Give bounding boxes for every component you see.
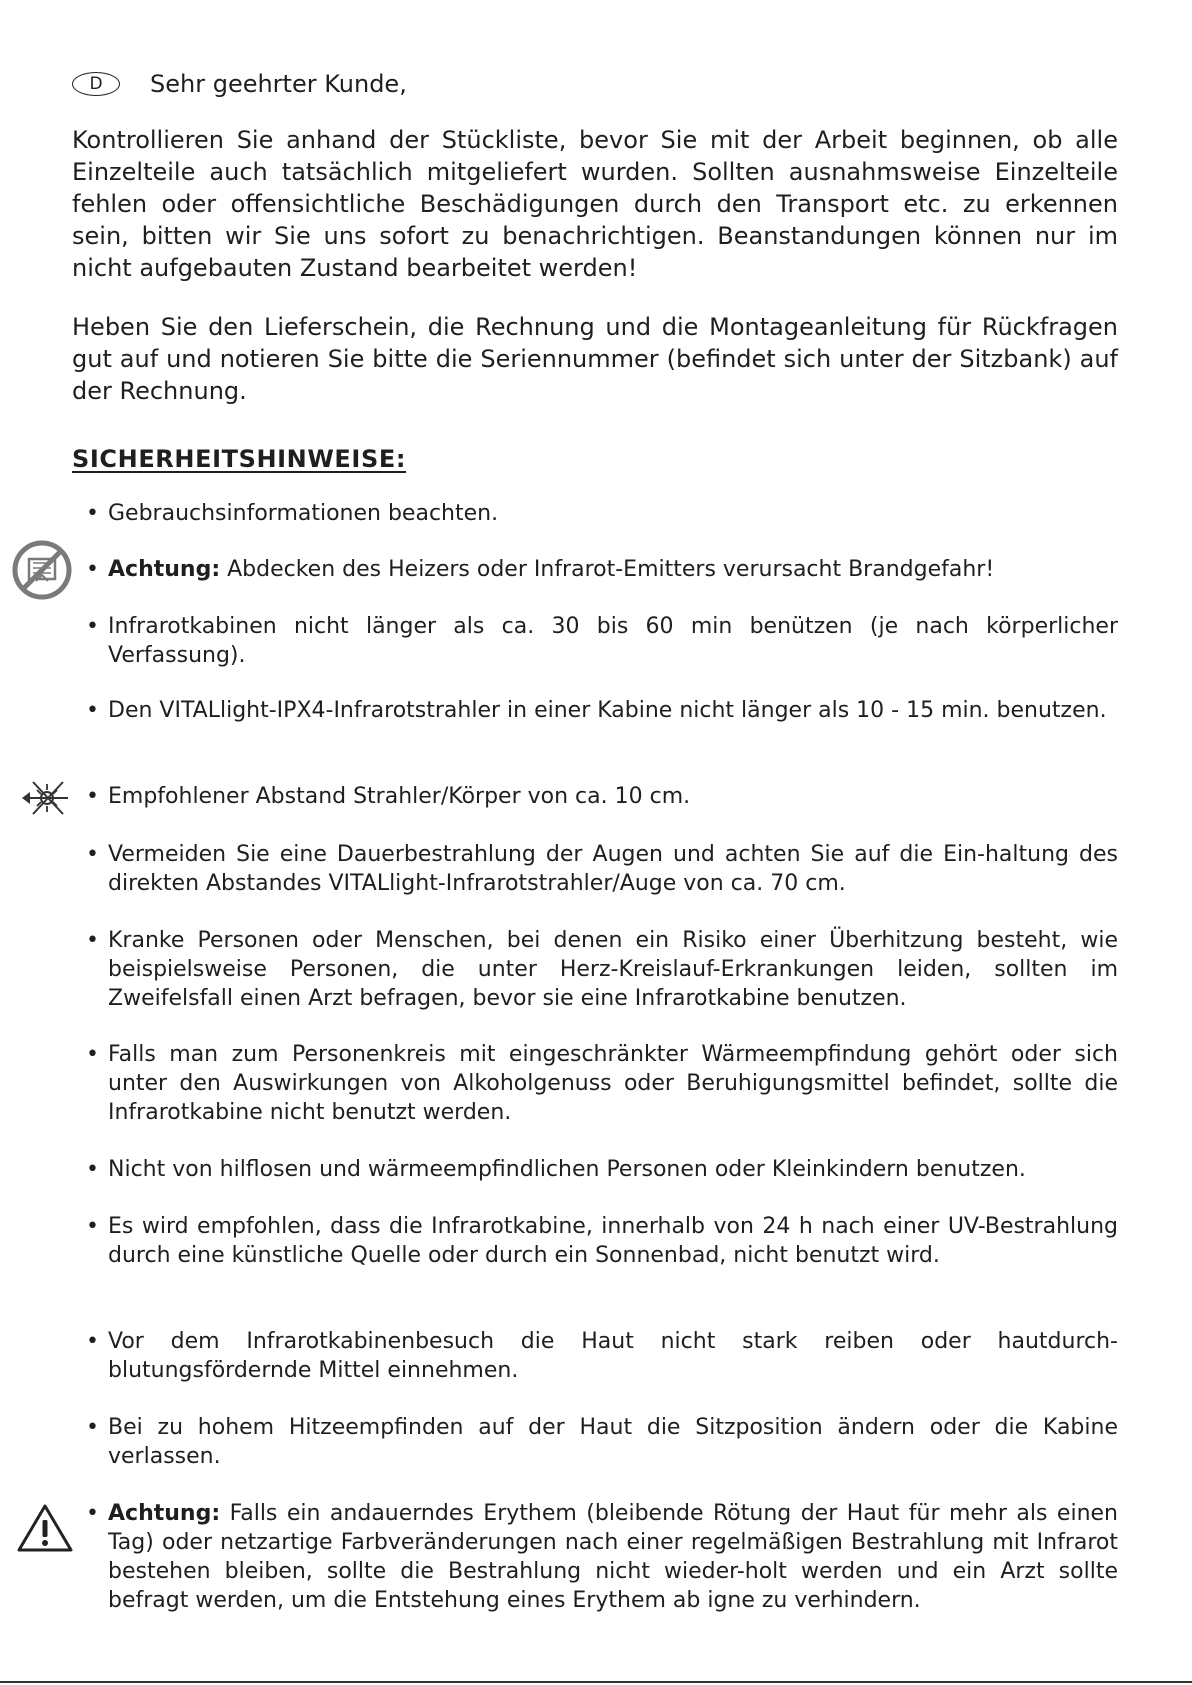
list-item-text: Den VITALlight-IPX4-Infrarotstrahler in einer Kabine nicht länger als 10 - 15 min. benutzen. [108,698,1107,723]
list-item-text: Vor dem Infrarotkabinenbesuch die Haut nicht stark reiben oder hautdurch-blutungsfördernde Mittel einnehmen. [108,1329,1118,1383]
language-badge [72,72,120,96]
list-item [86,612,1118,670]
list-item-text: Gebrauchsinformationen beachten. [108,501,499,526]
list-item-text: Achtung: Falls ein andauerndes Erythem (bleibende Rötung der Haut für mehr als einen Tag) oder netzartige Farbveränderungen nach einer regelmäßigen Bestrahlung mit Infrarot bestehen bleiben, sollte die Bestrahlung nicht wieder-holt werden und ein Arzt sollte befragt werden, um die Entstehung eines Erythem ab igne zu verhindern. [108,1501,1118,1613]
list-item-text: Vermeiden Sie eine Dauerbestrahlung der Augen und achten Sie auf die Ein-haltung des direkten Abstandes VITALlight-Infrarotstrahler/Auge von ca. 70 cm. [108,842,1118,896]
list-item [86,1155,1118,1184]
bullet-dot: • [86,557,99,582]
intro-paragraph-2: Heben Sie den Lieferschein, die Rechnung und die Montageanleitung für Rückfragen gut auf und notieren Sie bitte die Seriennummer (befindet sich unter der Sitzbank) auf der Rechnung. [72,313,1118,405]
greeting: Sehr geehrter Kunde, [150,70,407,98]
intro-paragraph-1: Kontrollieren Sie anhand der Stückliste, bevor Sie mit der Arbeit beginnen, ob alle Einzelteile auch tatsächlich mitgeliefert wurden. Sollten ausnahmsweise Einzelteile fehlen oder offensichtliche Beschädigungen durch den Transport etc. zu erkennen sein, bitten wir Sie uns sofort zu benachrichtigen. Beanstandungen können nur im nicht aufgebauten Zustand bearbeitet werden! [72,126,1118,282]
list-item-text: Es wird empfohlen, dass die Infrarotkabine, innerhalb von 24 h nach einer UV-Bestrahlung durch eine künstliche Quelle oder durch ein Sonnenbad, nicht benutzt wird. [108,1214,1118,1268]
bullet-dot: • [86,928,99,953]
list-item [86,926,1118,1013]
no-cover-icon [11,539,73,601]
warning-triangle-icon [16,1503,74,1553]
bullet-dot: • [86,1157,99,1182]
warning-prefix: Achtung: [108,1501,221,1526]
list-item-text: Falls man zum Personenkreis mit eingeschränkter Wärmeempfindung gehört oder sich unter den Auswirkungen von Alkoholgenuss oder Beruhigungsmittel befindet, sollte die Infrarotkabine nicht benutzt werden. [108,1042,1118,1125]
list-item [86,555,1118,584]
bullet-dot: • [86,1501,99,1526]
bullet-dot: • [86,1415,99,1440]
list-item [86,1327,1118,1385]
list-item-text: Empfohlener Abstand Strahler/Körper von ca. 10 cm. [108,784,691,809]
list-item-text: Nicht von hilflosen und wärmeempfindlichen Personen oder Kleinkindern benutzen. [108,1157,1026,1182]
list-item [86,499,1118,528]
list-item [86,1413,1118,1471]
warning-prefix: Achtung: [108,557,221,582]
header [72,68,407,100]
list-item [86,840,1118,898]
bullet-dot: • [86,1042,99,1067]
bullet-dot: • [86,842,99,867]
bullet-dot: • [86,698,99,723]
list-item [86,1212,1118,1270]
footer-rule [0,1681,1192,1683]
bullet-dot: • [86,614,99,639]
list-item-text: Achtung: Abdecken des Heizers oder Infrarot-Emitters verursacht Brandgefahr! [108,557,995,582]
distance-lamp-icon [19,778,71,818]
bullet-dot: • [86,1329,99,1354]
bullet-dot: • [86,784,99,809]
language-badge-label: D [89,73,103,94]
list-item [86,1040,1118,1127]
list-item [86,696,1118,725]
safety-heading: SICHERHEITSHINWEISE: [72,445,407,473]
list-item [86,1499,1118,1615]
list-item-text: Kranke Personen oder Menschen, bei denen ein Risiko einer Überhitzung besteht, wie beispielsweise Personen, die unter Herz-Kreislauf-Erkrankungen leiden, sollten im Zweifelsfall einen Arzt befragen, bevor sie eine Infrarotkabine benutzen. [108,928,1118,1011]
bullet-dot: • [86,501,99,526]
list-item-text: Bei zu hohem Hitzeempfinden auf der Haut die Sitzposition ändern oder die Kabine verlassen. [108,1415,1118,1469]
list-item-text: Infrarotkabinen nicht länger als ca. 30 bis 60 min benützen (je nach körperlicher Verfassung). [108,614,1118,668]
list-item [86,782,1118,811]
bullet-dot: • [86,1214,99,1239]
